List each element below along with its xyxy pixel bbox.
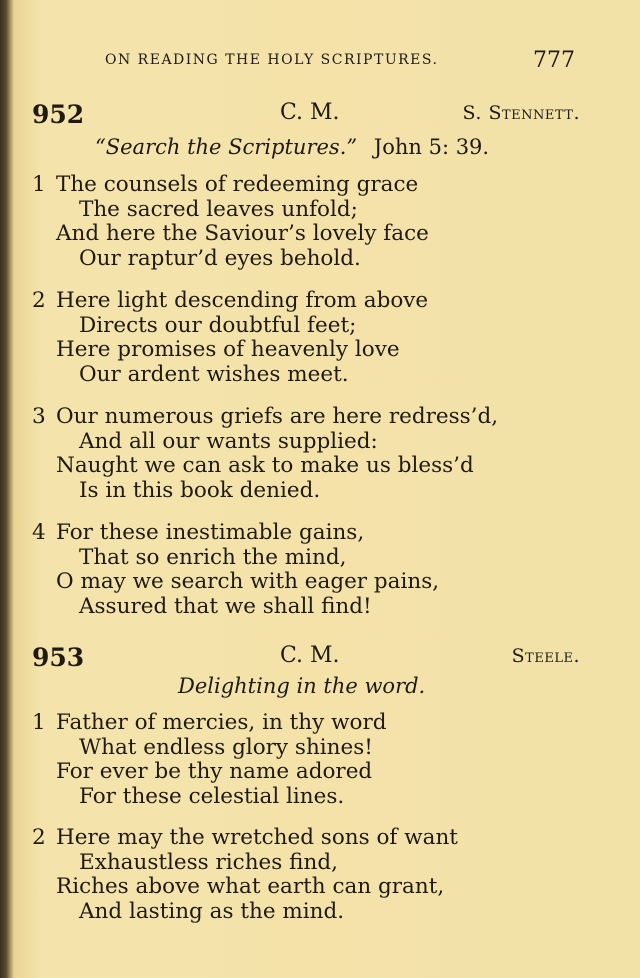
verse-line: Here light descending from above [56, 288, 429, 313]
page-number: 777 [533, 48, 575, 73]
verse-line: Here promises of heavenly love [56, 337, 400, 362]
verse-line: For these celestial lines. [79, 783, 345, 809]
verse-line: Our raptur’d eyes behold. [79, 245, 361, 271]
hymn-number: 953 [32, 643, 85, 672]
verse-line: And all our wants supplied: [79, 428, 378, 454]
hymn-author: S. Stennett. [462, 102, 580, 124]
stanza-number: 4 [32, 520, 46, 545]
verse-line: Directs our doubtful feet; [79, 312, 357, 338]
stanza [32, 288, 592, 386]
verse-line: And here the Saviour’s lovely face [56, 221, 429, 246]
subtitle-quote: Delighting in the word. [178, 674, 426, 698]
stanza [32, 172, 592, 270]
verse-line: Riches above what earth can grant, [56, 874, 445, 899]
verse-line: Father of mercies, in thy word [56, 710, 387, 735]
verse-line: For these inestimable gains, [56, 520, 365, 545]
hymn-subtitle [178, 674, 425, 698]
stanza-number: 1 [32, 172, 46, 197]
stanza [32, 710, 592, 808]
verse-line: Exhaustless riches find, [79, 849, 338, 875]
verse-line: Our numerous griefs are here redress’d, [56, 404, 499, 429]
verse-line: For ever be thy name adored [56, 759, 373, 784]
verse-line: That so enrich the mind, [79, 544, 347, 570]
stanza-number: 1 [32, 710, 46, 735]
stanza [32, 404, 592, 502]
hymn-meter: C. M. [280, 100, 340, 125]
verse-line: Is in this book denied. [79, 477, 321, 503]
verse-line: Naught we can ask to make us bless’d [56, 453, 474, 478]
verse-line: Assured that we shall find! [79, 593, 372, 619]
verse-line: The counsels of redeeming grace [56, 172, 419, 197]
subtitle-quote: “Search the Scriptures.” [95, 135, 358, 159]
hymn-header [32, 643, 580, 673]
verse-line: Here may the wretched sons of want [56, 825, 458, 850]
stanza-number: 3 [32, 404, 46, 429]
hymn-header [32, 100, 580, 130]
running-head-title: ON READING THE HOLY SCRIPTURES. [105, 52, 439, 68]
hymn-author: Steele. [511, 645, 580, 667]
stanza [32, 520, 592, 618]
stanza-number: 2 [32, 288, 46, 313]
subtitle-reference: John 5: 39. [373, 135, 490, 159]
verse-line: O may we search with eager pains, [56, 569, 440, 594]
verse-line: And lasting as the mind. [79, 898, 345, 924]
hymn-number: 952 [32, 100, 85, 129]
stanza [32, 825, 592, 923]
stanza-number: 2 [32, 825, 46, 850]
hymn-subtitle [95, 135, 489, 159]
verse-line: The sacred leaves unfold; [79, 196, 358, 222]
verse-line: What endless glory shines! [79, 734, 373, 760]
hymn-meter: C. M. [280, 643, 340, 668]
verse-line: Our ardent wishes meet. [79, 361, 349, 387]
